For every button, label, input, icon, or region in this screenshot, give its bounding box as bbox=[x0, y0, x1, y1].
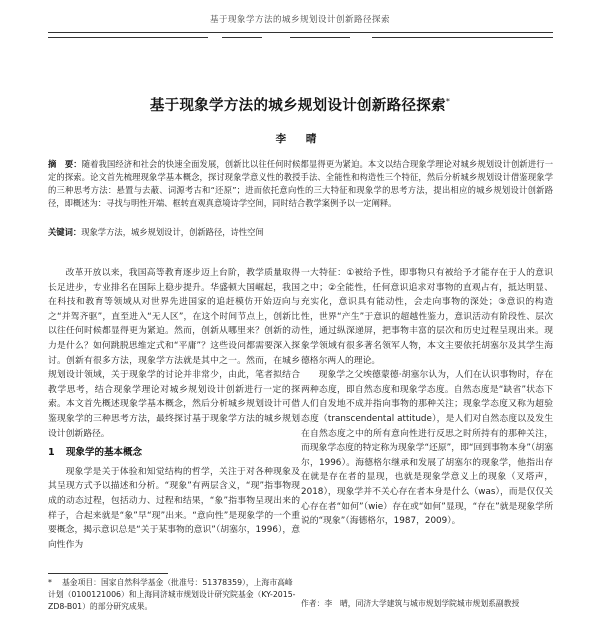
footnote-rule bbox=[48, 573, 168, 574]
keywords-label: 关键词： bbox=[48, 227, 82, 237]
article-author: 李 晴 bbox=[275, 133, 325, 145]
footnote-text: 基金项目：国家自然科学基金（批准号：51378359），上海市高峰计划（0100121006）和上海同济城市规划设计研究院基金（KY-2015-ZD8-B01）的部分研究成果。 bbox=[48, 578, 296, 611]
right-column bbox=[301, 266, 553, 529]
header-rule-segment-1 bbox=[48, 37, 208, 38]
author-note-text: 同济大学建筑与城市规划学院城市规划系副教授 bbox=[355, 599, 520, 608]
right-paragraph-1: 一大特征：①被给予性，即事物只有被给予才能存在于人的意识之中；②全能性，任何意识追求对事物的直观占有，抵达明显、充实化，意识具有能动性，会走向事物的深处；③意识的构造性，世界“产生”于意识的超越性鉴力，意识活动有阶段性、层次性，通过纵深递屏，把事物丰富的层次和历史过程呈现出来。现象学领域有很多著名领军人物，本文主要依托胡塞尔及其学生海德格尔两人的理论。 bbox=[301, 268, 553, 366]
header-rule-top bbox=[48, 32, 553, 33]
author-note: 作者：李 晴，同济大学建筑与城市规划学院城市规划系副教授 bbox=[301, 599, 520, 608]
section-number: 1 bbox=[48, 447, 55, 459]
header-rule-segment-2 bbox=[222, 37, 262, 38]
author-note-name: 李 晴 bbox=[324, 599, 348, 608]
abstract-text: 随着我国经济和社会的快速全面发展，创新比以往任何时候都显得更为紧迫。本文以结合现象学理论对城乡规划设计创新进行一定的探索。论文首先梳理现象学基本概念，探讨现象学意义性的教授手法、全能性和构造性三个特征，然后分析城乡规划设计借鉴现象学的三种思考方法：悬置与去蔽、词源考古和“还原”；进而依托意向性的三大特征和现象学的思考方法，提出相应的城乡规划设计创新路径，即概述为：寻找与明性开端、框转直观真意境诗学空间，同时结合教学案例予以一定阐释。 bbox=[48, 159, 553, 209]
header-rule-segment-4 bbox=[372, 37, 553, 38]
header-rule-segment-3 bbox=[290, 37, 350, 38]
left-column bbox=[48, 266, 300, 552]
running-head-title: 基于现象学方法的城乡规划设计创新路径探索 bbox=[209, 15, 390, 25]
article-title bbox=[0, 94, 600, 115]
author-note-label: 作者： bbox=[301, 599, 325, 608]
section-title: 现象学的基本概念 bbox=[66, 447, 143, 459]
right-paragraph-2: 现象学之父埃德蒙德·胡塞尔认为，人们在认识事物时，存在两种态度，即自然态度和现象学态度。自然态度是“缺省”状态下人们自发地不成并指向事物的那种关注；现象学态度又称为超验态度（transcendental attitude），是人们对自然态度以及发生在自然态度之中的所有意向性进行反思之时所持有的那种关注，而现象学态度的特定称为现象学“还原”，即“回到事物本身”（胡塞尔，1996）。海德格尔继承和发展了胡塞尔的现象学，他指出存在就是存在者的显现，也就是现象学意义上的现象（叉塔声，2018），现象学并不关心存在者本身是什么（was），而是仅仅关心存在者“如何”（wie）存在或“如何”显现，“存在”就是现象学所说的“现象”（海德格尔，1987，2009）。 bbox=[301, 370, 553, 527]
section-heading bbox=[48, 446, 300, 461]
footnote bbox=[48, 577, 296, 613]
title-footnote-mark: * bbox=[445, 97, 451, 107]
section-paragraph: 现象学是关于体验和知觉结构的哲学，关注于对各种现象及其呈现方式予以描述和分析。“现象”有两层含义，“现”指事物现成的动态过程，包括动力、过程和结果，“象”指事物呈现出来的样子，合起来就是“象”早“现”出来。“意向性”是现象学的一个重要概念，揭示意识总是“关于某事物的意识”（胡塞尔，1996），意向性作为 bbox=[48, 466, 300, 550]
running-head bbox=[0, 13, 600, 25]
article-title-text: 基于现象学方法的城乡规划设计创新路径探索 bbox=[149, 98, 446, 114]
keywords-text: 现象学方法，城乡规划设计，创新路径，诗性空间 bbox=[81, 227, 264, 237]
keywords bbox=[48, 226, 553, 239]
footnote-star: * bbox=[48, 578, 52, 587]
abstract bbox=[48, 158, 553, 210]
intro-paragraph: 改革开放以来，我国高等教育逐步迈上台阶，教学质量取得长足进步，专业排名在国际上稳步提升。华盛顿大国崛起，我国在科技和教育等领域从对世界先进国家的追赶模仿开始迈向与之“并驾齐驱”，直至进入“无人区”，在这个时间节点上，创新比以往任何时候都显得更为紧迫。然而，创新从哪里来？创新的动力是什么？如何跳脱思维定式和“平庸”？这些设问都需要深入探讨。创新有很多方法，现象学方法就是其中之一。然而，在城乡规划设计领域，关于现象学的讨论并非常少，由此，笔者拟结合教学思考，结合现象学理论对城乡规划设计创新进行一定的探索。本文首先概述现象学基本概念，然后分析城乡规划设计可借鉴现象学的三种思考方法，最终探讨基于现象学方法的城乡规划设计创新路径。 bbox=[48, 268, 300, 439]
abstract-label: 摘 要： bbox=[48, 159, 82, 169]
